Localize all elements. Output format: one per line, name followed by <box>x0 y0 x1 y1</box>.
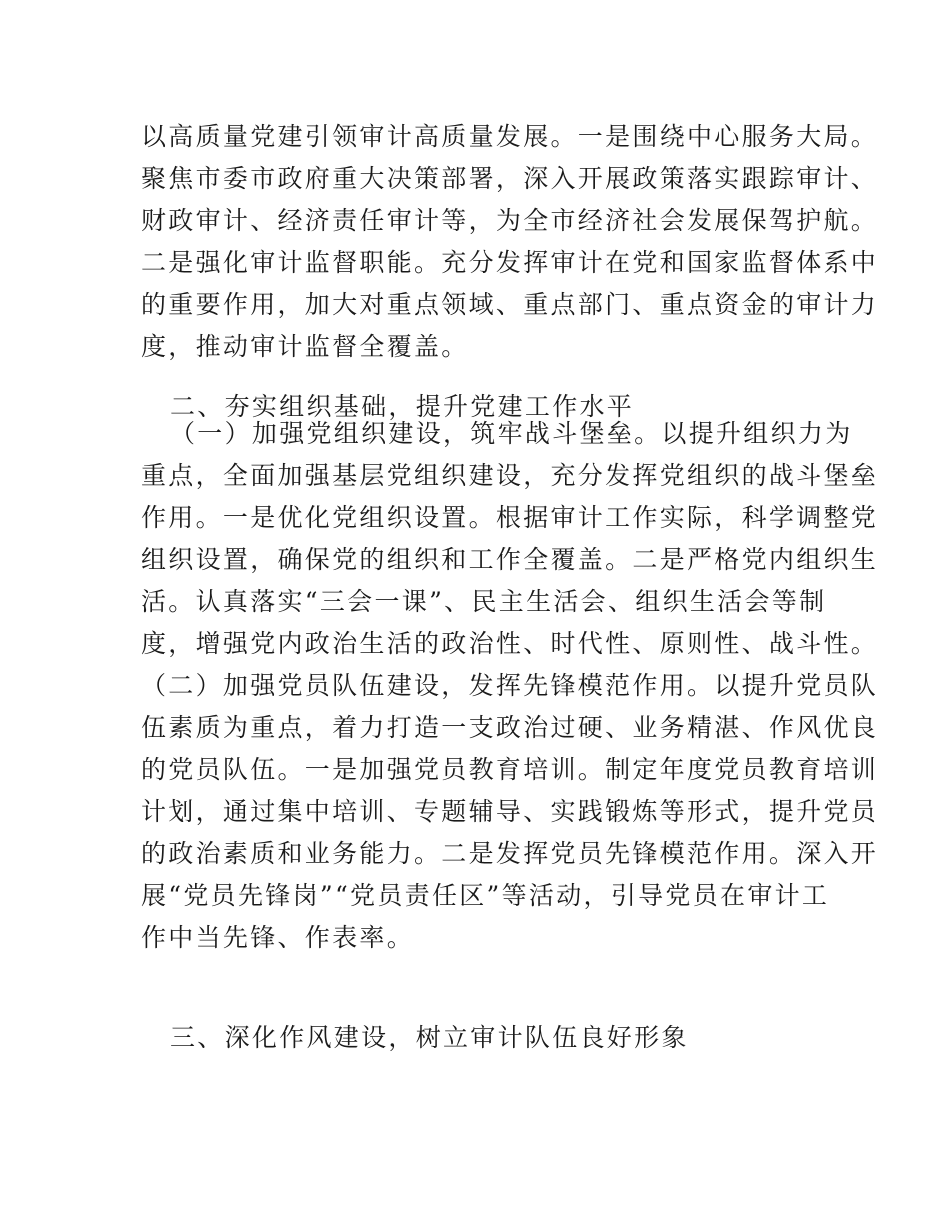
paragraph-line: （一）加强党组织建设，筑牢战斗堡垒。以提升组织力为 <box>170 419 853 448</box>
paragraph-line: 计划，通过集中培训、专题辅导、实践锻炼等形式，提升党员 <box>141 797 879 826</box>
paragraph-line: 的政治素质和业务能力。二是发挥党员先锋模范作用。深入开 <box>141 839 879 868</box>
paragraph-line: 伍素质为重点，着力打造一支政治过硬、业务精湛、作风优良 <box>141 713 879 742</box>
paragraph-line: 重点，全面加强基层党组织建设，充分发挥党组织的战斗堡垒 <box>141 461 879 490</box>
paragraph-line: 活。认真落实“三会一课”、民主生活会、组织生活会等制 <box>141 587 827 616</box>
section-heading: 二、夯实组织基础，提升党建工作水平 <box>170 392 635 421</box>
paragraph-line: 作中当先锋、作表率。 <box>141 923 415 952</box>
paragraph-line: 二是强化审计监督职能。充分发挥审计在党和国家监督体系中 <box>141 248 879 277</box>
paragraph-line: 度，推动审计监督全覆盖。 <box>141 332 469 361</box>
section-heading: 三、深化作风建设，树立审计队伍良好形象 <box>170 1023 689 1052</box>
paragraph-line: 财政审计、经济责任审计等，为全市经济社会发展保驾护航。 <box>141 206 879 235</box>
paragraph-line: 度，增强党内政治生活的政治性、时代性、原则性、战斗性。 <box>141 629 879 658</box>
paragraph-line: 组织设置，确保党的组织和工作全覆盖。二是严格党内组织生 <box>141 545 879 574</box>
paragraph-line: 聚焦市委市政府重大决策部署，深入开展政策落实跟踪审计、 <box>141 164 879 193</box>
paragraph-line: 展“党员先锋岗”“党员责任区”等活动，引导党员在审计工 <box>141 881 830 910</box>
paragraph-line: 的党员队伍。一是加强党员教育培训。制定年度党员教育培训 <box>141 755 879 784</box>
paragraph-line: 的重要作用，加大对重点领域、重点部门、重点资金的审计力 <box>141 290 879 319</box>
paragraph-line: （二）加强党员队伍建设，发挥先锋模范作用。以提升党员队 <box>141 671 879 700</box>
paragraph-line: 作用。一是优化党组织设置。根据审计工作实际，科学调整党 <box>141 503 879 532</box>
paragraph-line: 以高质量党建引领审计高质量发展。一是围绕中心服务大局。 <box>141 122 879 151</box>
